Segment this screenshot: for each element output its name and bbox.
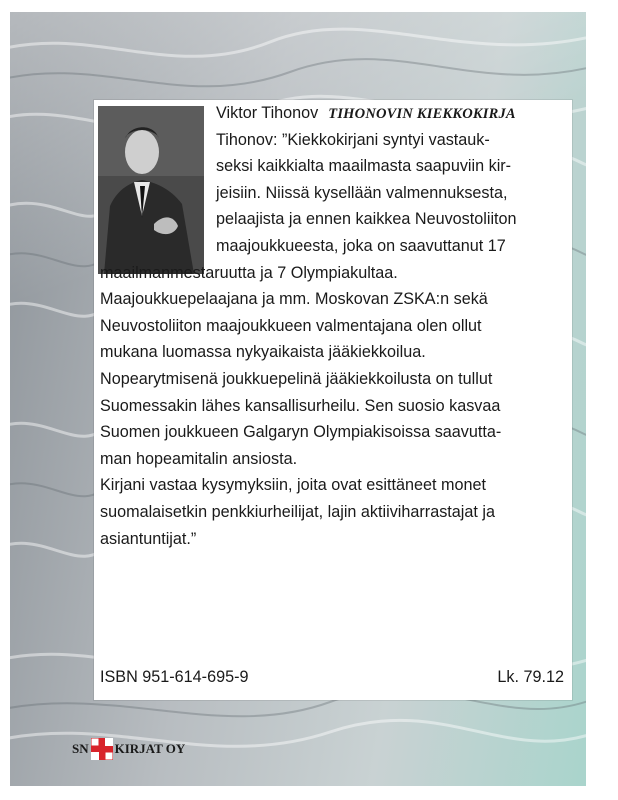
text-line: seksi kaikkialta maailmasta saapuviin kir- [216, 157, 512, 176]
book-title: TIHONOVIN KIEKKOKIRJA [328, 106, 516, 122]
text-line: Suomen joukkueen Galgaryn Olympiakisoissa saavutta- [100, 423, 502, 442]
description-text [100, 100, 564, 552]
text-line: jeisiin. Niissä kysellään valmennuksesta, [216, 183, 508, 202]
publisher-logo [72, 738, 185, 760]
text-line: suomalaisetkin penkkiurheilijat, lajin aktiiviharrastajat ja [100, 502, 495, 521]
text-line: Kirjani vastaa kysymyksiin, joita ovat esittäneet monet [100, 476, 486, 495]
text-line: Suomessakin lähes kansallisurheilu. Sen suosio kasvaa [100, 396, 501, 415]
text-line: asiantuntijat.” [100, 529, 197, 548]
text-line: man hopeamitalin ansiosta. [100, 449, 298, 468]
book-back-cover [10, 12, 586, 786]
footer-info [100, 668, 564, 687]
classification: Lk. 79.12 [497, 668, 564, 686]
author-name: Viktor Tihonov [216, 104, 319, 122]
isbn: ISBN 951-614-695-9 [100, 668, 249, 686]
text-line: Neuvostoliiton maajoukkueen valmentajana olen ollut [100, 316, 482, 335]
publisher-prefix: SN [72, 741, 89, 756]
text-line: maajoukkueesta, joka on saavuttanut 17 [216, 236, 506, 255]
publisher-suffix: KIRJAT OY [114, 741, 186, 756]
text-line: Tihonov: ”Kiekkokirjani syntyi vastauk- [216, 130, 490, 149]
text-line: Maajoukkuepelaajana ja mm. Moskovan ZSKA:n sekä [100, 290, 488, 309]
text-panel [94, 100, 572, 700]
text-line: mukana luomassa nykyaikaista jääkiekkoilua. [100, 343, 426, 362]
author-title-line [100, 100, 564, 127]
text-line: Nopearytmisenä joukkuepelinä jääkiekkoilusta on tullut [100, 369, 493, 388]
text-line: maailmanmestaruutta ja 7 Olympiakultaa. [100, 263, 398, 282]
text-line: pelaajista ja ennen kaikkea Neuvostoliiton [216, 210, 517, 229]
publisher-cross-icon [91, 738, 113, 760]
